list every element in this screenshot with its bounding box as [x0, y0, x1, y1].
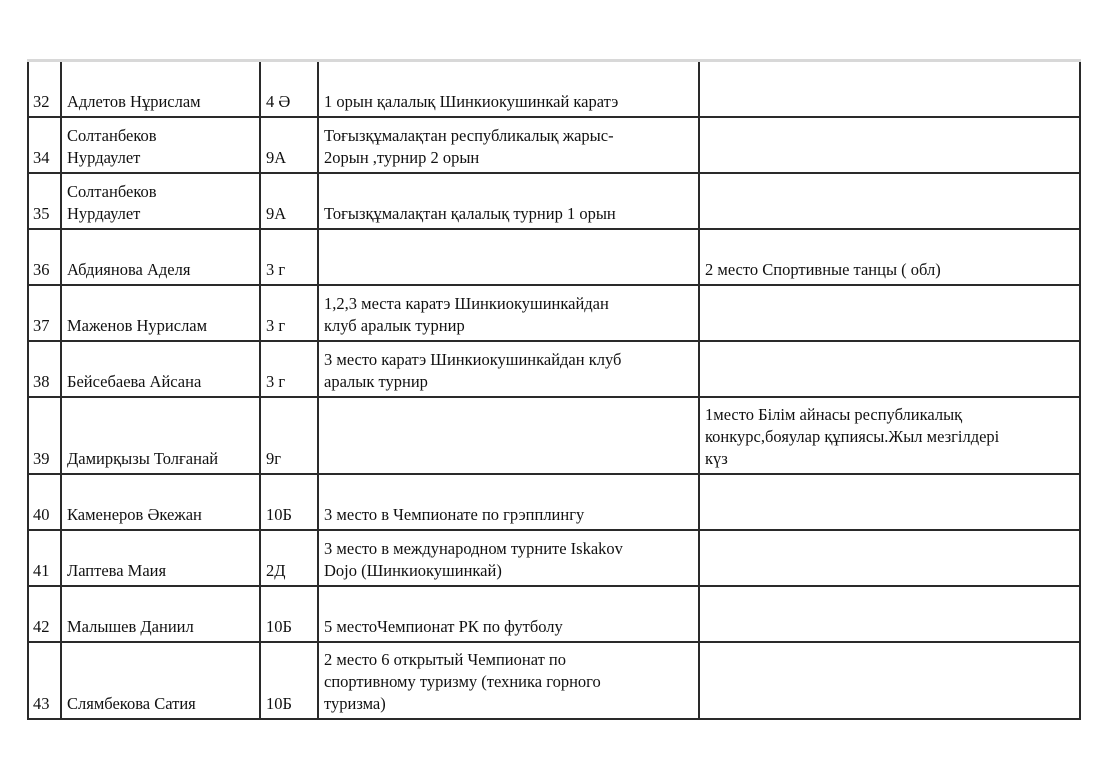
- student-name-cell: Солтанбеков Нурдаулет: [61, 173, 260, 229]
- student-class-cell: 3 г: [260, 341, 318, 397]
- table-row: [28, 173, 1080, 229]
- row-number-cell: 38: [28, 341, 61, 397]
- city-achievement-cell: 3 место в международном турните Iskakov Dojo (Шинкиокушинкай): [318, 530, 699, 586]
- table-row: [28, 117, 1080, 173]
- city-achievement-cell: 1 орын қалалық Шинкиокушинкай каратэ: [318, 61, 699, 117]
- student-class-cell: 3 г: [260, 229, 318, 285]
- table-row: [28, 397, 1080, 474]
- student-class-cell: 9г: [260, 397, 318, 474]
- row-number-cell: 35: [28, 173, 61, 229]
- other-achievement-cell: [699, 117, 1080, 173]
- table-row: [28, 229, 1080, 285]
- city-achievement-cell: [318, 229, 699, 285]
- student-name-cell: Лаптева Маия: [61, 530, 260, 586]
- student-name-cell: Бейсебаева Айсана: [61, 341, 260, 397]
- student-name-cell: Адлетов Нұрислам: [61, 61, 260, 117]
- row-number-cell: 43: [28, 642, 61, 719]
- student-name-cell: Солтанбеков Нурдаулет: [61, 117, 260, 173]
- other-achievement-cell: [699, 285, 1080, 341]
- student-name-cell: Дамирқызы Толғанай: [61, 397, 260, 474]
- other-achievement-cell: [699, 530, 1080, 586]
- row-number-cell: 34: [28, 117, 61, 173]
- table-row: [28, 642, 1080, 719]
- other-achievement-cell: 2 место Спортивные танцы ( обл): [699, 229, 1080, 285]
- achievements-table: [27, 59, 1081, 720]
- row-number-cell: 32: [28, 61, 61, 117]
- student-class-cell: 10Б: [260, 642, 318, 719]
- student-class-cell: 10Б: [260, 474, 318, 530]
- row-number-cell: 42: [28, 586, 61, 642]
- student-name-cell: Слямбекова Сатия: [61, 642, 260, 719]
- row-number-cell: 41: [28, 530, 61, 586]
- city-achievement-cell: 2 место 6 открытый Чемпионат по спортивному туризму (техника горного туризма): [318, 642, 699, 719]
- student-class-cell: 9А: [260, 117, 318, 173]
- other-achievement-cell: [699, 642, 1080, 719]
- student-name-cell: Малышев Даниил: [61, 586, 260, 642]
- student-class-cell: 4 Ә: [260, 61, 318, 117]
- table-row: [28, 530, 1080, 586]
- city-achievement-cell: Тоғызқұмалақтан республикалық жарыс- 2орын ,турнир 2 орын: [318, 117, 699, 173]
- student-name-cell: Маженов Нурислам: [61, 285, 260, 341]
- other-achievement-cell: [699, 61, 1080, 117]
- student-name-cell: Абдиянова Аделя: [61, 229, 260, 285]
- student-class-cell: 9А: [260, 173, 318, 229]
- student-name-cell: Каменеров Әкежан: [61, 474, 260, 530]
- city-achievement-cell: 1,2,3 места каратэ Шинкиокушинкайдан клуб аралык турнир: [318, 285, 699, 341]
- other-achievement-cell: 1место Білім айнасы республикалық конкурс,бояулар құпиясы.Жыл мезгілдері күз: [699, 397, 1080, 474]
- table-row: [28, 586, 1080, 642]
- city-achievement-cell: 3 место каратэ Шинкиокушинкайдан клуб аралык турнир: [318, 341, 699, 397]
- student-class-cell: 3 г: [260, 285, 318, 341]
- city-achievement-cell: 5 местоЧемпионат РК по футболу: [318, 586, 699, 642]
- other-achievement-cell: [699, 341, 1080, 397]
- table-row: [28, 474, 1080, 530]
- other-achievement-cell: [699, 173, 1080, 229]
- row-number-cell: 36: [28, 229, 61, 285]
- row-number-cell: 39: [28, 397, 61, 474]
- city-achievement-cell: [318, 397, 699, 474]
- table-row: [28, 341, 1080, 397]
- table-row: [28, 61, 1080, 117]
- student-class-cell: 2Д: [260, 530, 318, 586]
- row-number-cell: 40: [28, 474, 61, 530]
- other-achievement-cell: [699, 474, 1080, 530]
- student-class-cell: 10Б: [260, 586, 318, 642]
- row-number-cell: 37: [28, 285, 61, 341]
- city-achievement-cell: 3 место в Чемпионате по грэпплингу: [318, 474, 699, 530]
- city-achievement-cell: Тоғызқұмалақтан қалалық турнир 1 орын: [318, 173, 699, 229]
- table-row: [28, 285, 1080, 341]
- table-body: [28, 61, 1080, 719]
- other-achievement-cell: [699, 586, 1080, 642]
